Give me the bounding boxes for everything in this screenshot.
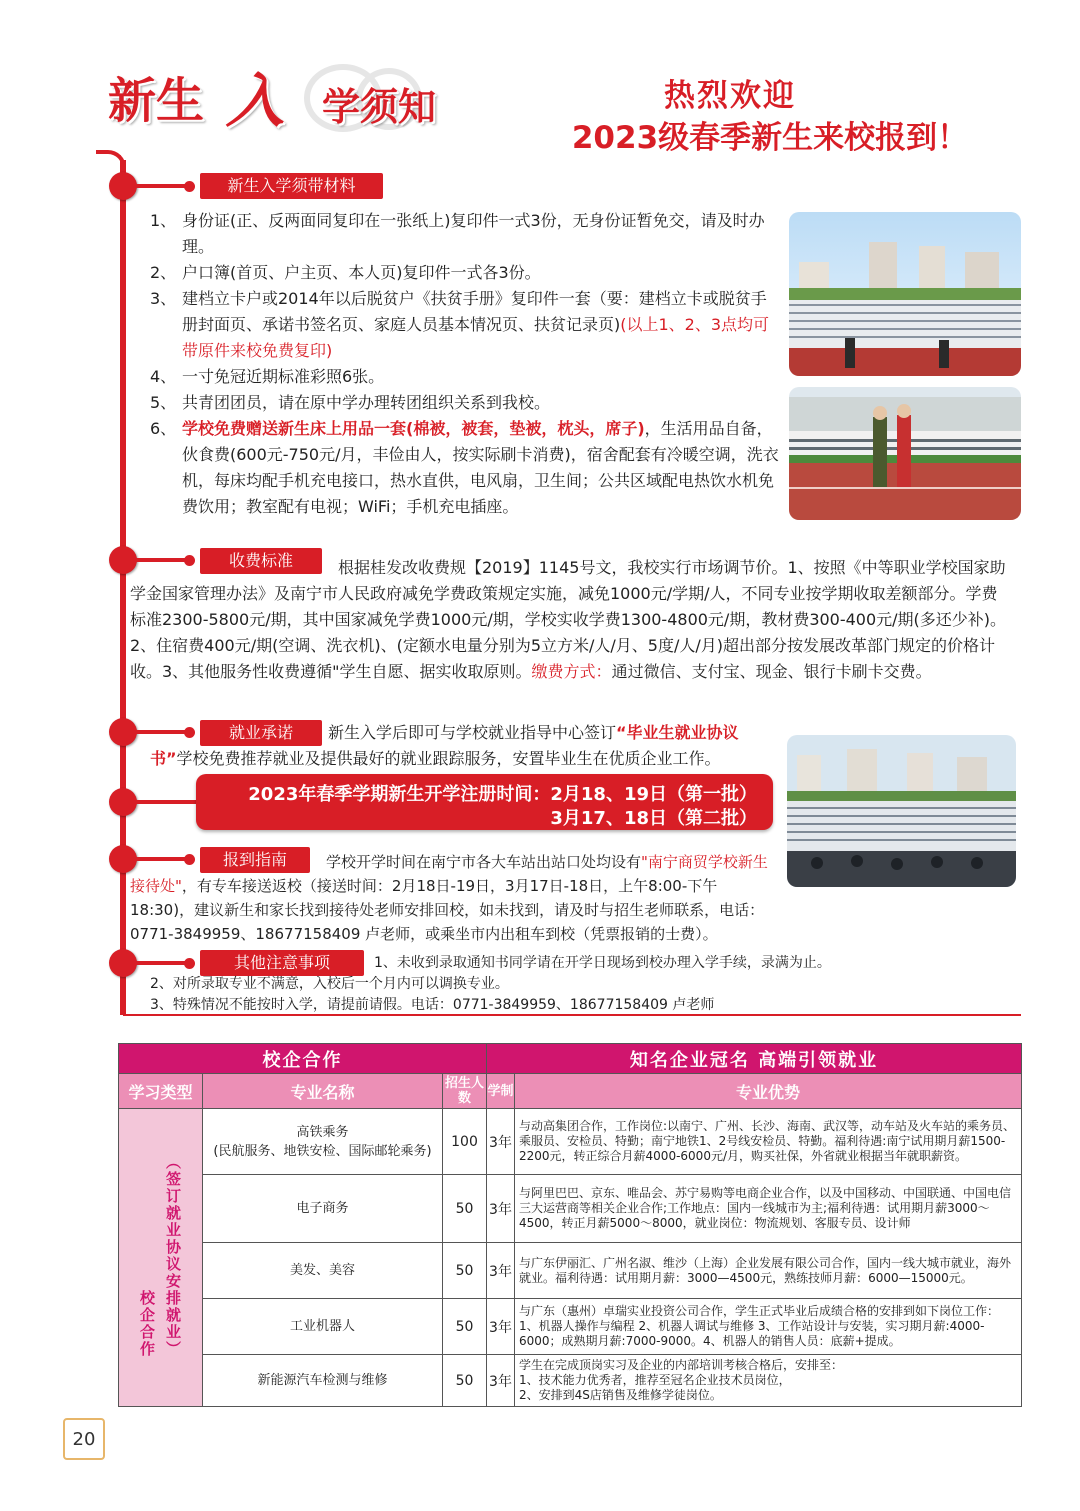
list-item: 4、 一寸免冠近期标准彩照6张。 — [150, 367, 385, 386]
section-tag-other: 其他注意事项 — [200, 950, 364, 976]
stadium-gathering-photo — [787, 735, 1016, 887]
timeline-dot — [109, 172, 137, 200]
timeline-connector — [136, 184, 190, 188]
list-item: 2、 户口簿(首页、户主页、本人页)复印件一式各3份。 — [150, 263, 541, 282]
list-item: 3、 建档立卡户或2014年以后脱贫户《扶贫手册》复印件一套（要：建档立卡或脱贫手册封面页、承诺书签名页、家庭人员基本情况页、扶贫记录页)(以上1、2、3点均可带原件来校免费复印) — [150, 289, 770, 360]
timeline-connector — [136, 800, 198, 804]
table-title-right: 知名企业冠名 高端引领就业 — [487, 1044, 1022, 1074]
enroll-cell: 50 — [443, 1243, 487, 1299]
list-item: 1、 身份证(正、反两面同复印在一张纸上)复印件一式3份，无身份证暂免交，请及时办理。 — [150, 211, 765, 256]
header-type: 学习类型 — [119, 1074, 203, 1109]
cooperation-table — [118, 1043, 1022, 1407]
side-label-cell — [119, 1109, 203, 1407]
brand-part1: 新生 — [108, 73, 205, 129]
section-tag-guide: 报到指南 — [200, 847, 310, 873]
registration-banner — [196, 774, 773, 830]
list-item: 6、 学校免费赠送新生床上用品一套(棉被，被套，垫被，枕头，席子)，生活用品自备，伙食费(600元-750元/月，丰俭由人，按实际刷卡消费)，宿舍配套有冷暖空调，洗衣机，每床均配手机充电接口，热水直供，电风扇，卫生间；公共区域配电热饮水机免费饮用；教室配有电视；WiFi；手机充电插座。 — [150, 419, 779, 516]
fees-text: 根据桂发改收费规【2019】1145号文，我校实行市场调节价。1、按照《中等职业学校国家助学金国家管理办法》及南宁市人民政府减免学费政策规定实施，减免1000元/学期/人，不同专业按学期收取差额部分。学费标准2300-5800元/期，其中国家减免学费1000元/期，学校实收学费1300-4800元/期，教材费300-400元/期(多还少补)。2、住宿费400元/期(空调、洗衣机)、(定额水电量分别为5立方米/人/月、5度/人/月)超出部分按发展改革部门规定的价格计收。3、其他服务性收费遵循"学生自愿、据实收取原则。缴费方式：通过微信、支付宝、现金、银行卡刷卡交费。 — [130, 558, 1007, 681]
years-cell: 3年 — [487, 1175, 515, 1243]
enroll-cell: 50 — [443, 1175, 487, 1243]
major-cell: 新能源汽车检测与维修 — [203, 1355, 443, 1407]
timeline-dot — [109, 718, 137, 746]
brand-part3: 学须知 — [322, 84, 437, 129]
section-tag-employment: 就业承诺 — [200, 720, 322, 746]
guide-text: 学校开学时间在南宁市各大车站出站口处均设有"南宁商贸学校新生接待处"，有专车接送返校（接送时间：2月18日-19日，3月17日-18日，上午8:00-下午18:30)，建议新生和家长找到接待处老师安排回校，如未找到，请及时与招生老师联系，电话：0771-3849959、18677158409 卢老师，或乘坐市内出租车到校（凭票报销的士费）。 — [130, 853, 768, 943]
years-cell: 3年 — [487, 1243, 515, 1299]
table-row — [119, 1355, 1022, 1407]
advantage-cell: 与动高集团合作，工作岗位:以南宁、广州、长沙、海南、武汉等，动车站及火车站的乘务员、乘服员、安检员、特勤；南宁地铁1、2号线安检员、特勤。福利待遇:南宁试用期月薪1500-2200元，转正综合月薪4000-6000元/月，购买社保，外省就业根据当年就职薪资。 — [515, 1109, 1022, 1175]
brand-logo — [108, 58, 468, 134]
enroll-cell: 50 — [443, 1299, 487, 1355]
list-item: 5、 共青团团员，请在原中学办理转团组织关系到我校。 — [150, 393, 551, 412]
enroll-cell: 50 — [443, 1355, 487, 1407]
table-row — [119, 1299, 1022, 1355]
materials-list — [150, 208, 780, 520]
header-years: 学制 — [487, 1074, 515, 1109]
other-item-3: 3、特殊情况不能按时入学，请提前请假。电话：0771-3849959、18677158409 卢老师 — [150, 997, 715, 1013]
registration-line1: 2023年春季学期新生开学注册时间：2月18、19日（第一批） — [248, 784, 757, 805]
years-cell: 3年 — [487, 1109, 515, 1175]
other-item-2: 2、对所录取专业不满意，入校后一个月内可以调换专业。 — [150, 976, 509, 992]
table-row — [119, 1175, 1022, 1243]
section-tag-materials: 新生入学须带材料 — [200, 173, 383, 199]
timeline-dot — [109, 949, 137, 977]
welcome-subtitle: 2023级春季新生来校报到！ — [571, 120, 969, 156]
major-cell: 美发、美容 — [203, 1243, 443, 1299]
major-cell: 高铁乘务 (民航服务、地铁安检、国际邮轮乘务) — [203, 1109, 443, 1175]
side-sub-label: （签订就业协议安排就业） — [164, 1153, 183, 1358]
employment-text: 新生入学后即可与学校就业指导中心签订“毕业生就业协议书”学校免费推荐就业及提供最好的就业跟踪服务，安置毕业生在优质企业工作。 — [150, 723, 739, 768]
other-item-1: 1、未收到录取通知书同学请在开学日现场到校办理入学手续，录满为止。 — [374, 955, 831, 971]
side-label: 校企合作 — [137, 1289, 156, 1358]
welcome-title: 热烈欢迎 — [664, 78, 796, 114]
timeline-connector — [136, 961, 190, 965]
header-major: 专业名称 — [203, 1074, 443, 1109]
military-training-photo — [789, 387, 1021, 520]
timeline-line — [120, 160, 126, 1015]
advantage-cell: 学生在完成顶岗实习及企业的内部培训考核合格后，安排至： 1、技术能力优秀者，推荐至冠名企业技术员岗位， 2、安排到4S店销售及维修学徒岗位。 — [515, 1355, 1022, 1407]
timeline-small-dot — [184, 958, 195, 969]
years-cell: 3年 — [487, 1299, 515, 1355]
page-number: 20 — [63, 1418, 105, 1460]
enroll-cell: 100 — [443, 1109, 487, 1175]
major-cell: 电子商务 — [203, 1175, 443, 1243]
advantage-cell: 与广东（惠州）卓瑞实业投资公司合作，学生正式毕业后成绩合格的安排到如下岗位工作：1、机器人操作与编程 2、机器人调试与维修 3、工作站设计与安装，实习期月薪:4000-6000；成熟期月薪:7000-9000。4、机器人的销售人员：底薪+提成。 — [515, 1299, 1022, 1355]
brand-part2: 入 — [226, 67, 285, 135]
timeline-small-dot — [184, 181, 195, 192]
table-row — [119, 1109, 1022, 1175]
header-enroll: 招生人数 — [443, 1074, 487, 1109]
years-cell: 3年 — [487, 1355, 515, 1407]
table-title-left: 校企合作 — [119, 1044, 487, 1074]
advantage-cell: 与广东伊丽汇、广州名淑、维沙（上海）企业发展有限公司合作，国内一线大城市就业，海外就业。福利待遇：试用期月薪：3000—4500元，熟练技师月薪：6000—15000元。 — [515, 1243, 1022, 1299]
advantage-cell: 与阿里巴巴、京东、唯品会、苏宁易购等电商企业合作，以及中国移动、中国联通、中国电信三大运营商等相关企业合作;工作地点：国内一线城市为主;福利待遇：试用期月薪3000～4500，转正月薪5000～8000，就业岗位：物流规划、客服专员、设计师 — [515, 1175, 1022, 1243]
registration-line2: 3月17、18日（第二批） — [550, 808, 757, 829]
table-row — [119, 1243, 1022, 1299]
major-cell: 工业机器人 — [203, 1299, 443, 1355]
campus-assembly-photo — [789, 212, 1021, 376]
header-advantage: 专业优势 — [515, 1074, 1022, 1109]
section-tag-fees: 收费标准 — [200, 548, 322, 574]
timeline-dot — [109, 788, 137, 816]
